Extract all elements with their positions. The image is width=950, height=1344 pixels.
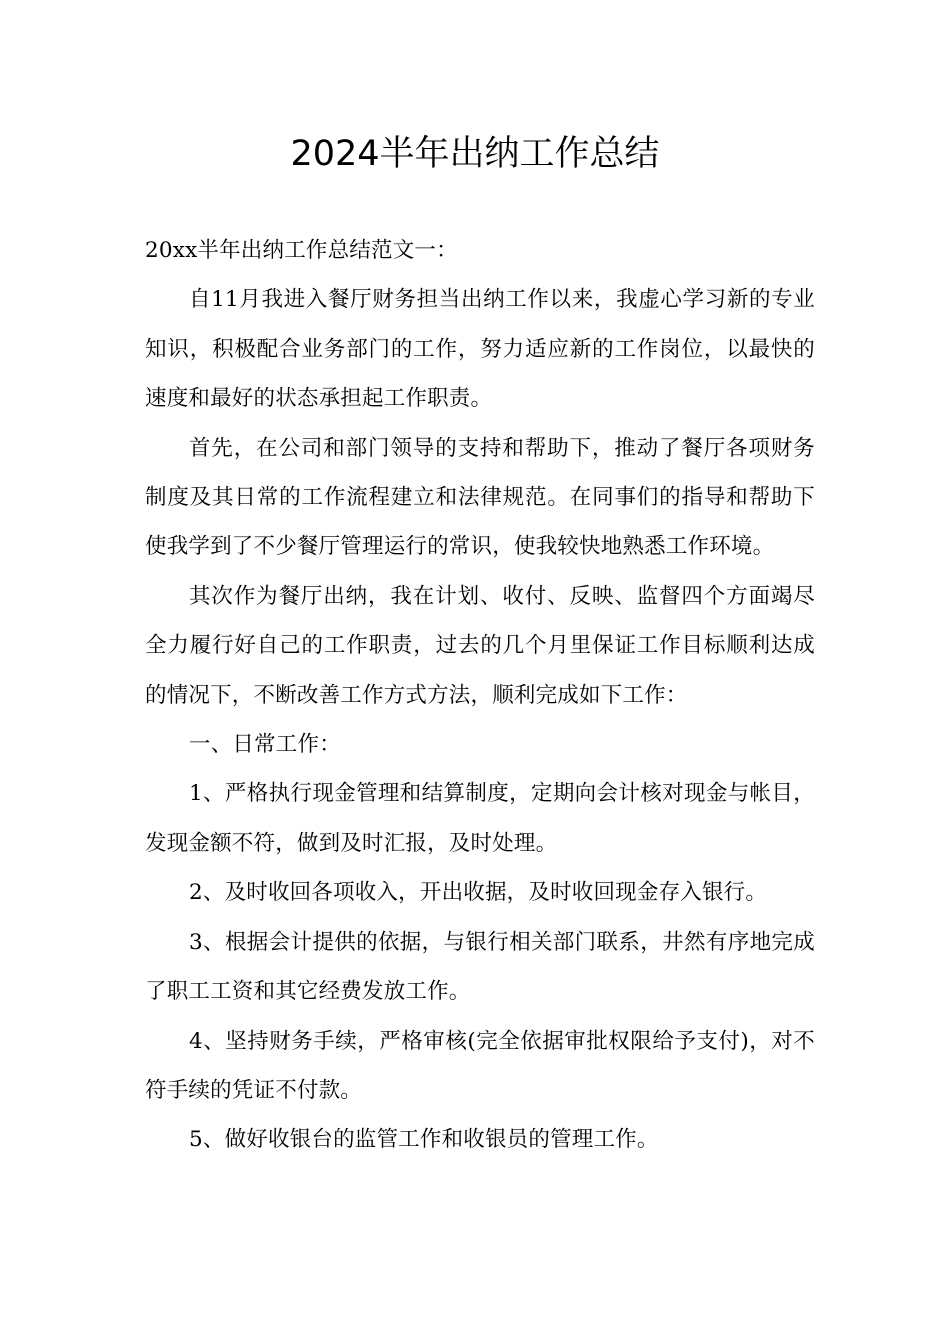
list-item: 2、及时收回各项收入，开出收据，及时收回现金存入银行。 xyxy=(189,880,768,906)
paragraph: 首先，在公司和部门领导的支持和帮助下，推动了餐厅各项财务制度及其日常的工作流程建立和法律规范。在同事们的指导和帮助下使我学到了不少餐厅管理运行的常识，使我较快地熟悉工作环境。 xyxy=(145,435,815,560)
document-body xyxy=(145,226,815,1165)
paragraph: 自11月我进入餐厅财务担当出纳工作以来，我虚心学习新的专业知识，积极配合业务部门的工作，努力适应新的工作岗位，以最快的速度和最好的状态承担起工作职责。 xyxy=(145,287,815,412)
list-item: 1、严格执行现金管理和结算制度，定期向会计核对现金与帐目，发现金额不符，做到及时汇报，及时处理。 xyxy=(145,781,815,856)
list-item: 3、根据会计提供的依据，与银行相关部门联系，井然有序地完成了职工工资和其它经费发放工作。 xyxy=(145,929,815,1005)
paragraph: 其次作为餐厅出纳，我在计划、收付、反映、监督四个方面竭尽全力履行好自己的工作职责，过去的几个月里保证工作目标顺利达成的情况下，不断改善工作方式方法，顺利完成如下工作： xyxy=(145,583,815,708)
section-heading: 一、日常工作： xyxy=(189,732,341,758)
list-item: 4、坚持财务手续，严格审核(完全依据审批权限给予支付)，对不符手续的凭证不付款。 xyxy=(145,1028,815,1103)
paragraph-intro: 20xx半年出纳工作总结范文一： xyxy=(145,238,458,263)
document-title: 2024半年出纳工作总结 xyxy=(290,134,660,174)
list-item: 5、做好收银台的监管工作和收银员的管理工作。 xyxy=(189,1127,659,1153)
